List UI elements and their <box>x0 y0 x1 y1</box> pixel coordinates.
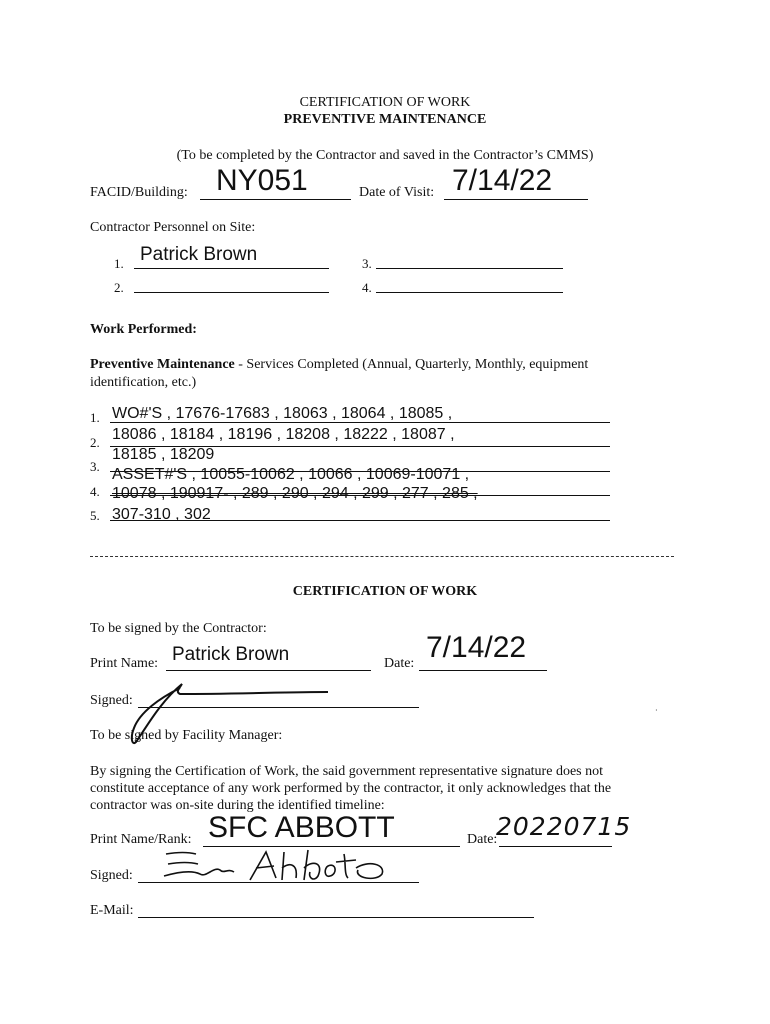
personnel-4-line[interactable] <box>376 292 563 293</box>
facility-manager-label: To be signed by Facility Manager: <box>90 728 283 743</box>
contractor-sign-label: To be signed by the Contractor: <box>90 621 267 636</box>
section-divider <box>90 556 674 557</box>
form-title: CERTIFICATION OF WORK <box>299 95 471 110</box>
fm-date-value[interactable]: 20220715 <box>496 812 632 841</box>
work-text-line-6[interactable]: 307-310 , 302 <box>112 506 211 523</box>
fm-date-label: Date: <box>467 832 498 847</box>
form-instruction: (To be completed by the Contractor and saved in the Contractor’s CMMS) <box>176 148 594 163</box>
form-subtitle: PREVENTIVE MAINTENANCE <box>283 112 487 127</box>
personnel-1-line <box>134 268 329 269</box>
work-number-1: 1. <box>90 410 100 425</box>
personnel-1-value[interactable]: Patrick Brown <box>140 244 258 265</box>
contractor-date-value[interactable]: 7/14/22 <box>426 631 527 664</box>
disclaimer-line-1: By signing the Certification of Work, the said government representative signature does not <box>90 764 603 779</box>
facid-label: FACID/Building: <box>90 185 188 200</box>
work-number-2: 2. <box>90 435 100 450</box>
disclaimer-line-2: constitute acceptance of any work performed by the contractor, it only acknowledges that the <box>90 781 612 796</box>
work-text-line-3[interactable]: 18185 , 18209 <box>112 446 215 463</box>
work-number-4: 4. <box>90 484 100 499</box>
work-number-5: 5. <box>90 508 100 523</box>
work-performed-heading: Work Performed: <box>90 322 197 337</box>
facid-field-line <box>200 199 351 200</box>
stray-mark: · <box>655 706 658 715</box>
work-text-line-5[interactable]: 10078 , 190917- , 289 , 290 , 294 , 299 , 277 , 285 , <box>112 485 478 502</box>
work-number-3: 3. <box>90 459 100 474</box>
rank-value[interactable]: SFC ABBOTT <box>208 811 395 844</box>
work-text-line-4[interactable]: ASSET#'S , 10055-10062 , 10066 , 10069-10071 , <box>112 466 470 483</box>
pm-description-rest: - Services Completed (Annual, Quarterly, Monthly, equipment <box>234 357 589 372</box>
visit-date-field-line <box>444 199 588 200</box>
personnel-number-1: 1. <box>114 256 124 271</box>
personnel-label: Contractor Personnel on Site: <box>90 220 256 235</box>
print-name-value[interactable]: Patrick Brown <box>172 644 290 665</box>
rank-label: Print Name/Rank: <box>90 832 192 847</box>
email-line[interactable] <box>138 917 534 918</box>
pm-description <box>90 357 588 373</box>
certification-heading: CERTIFICATION OF WORK <box>292 584 478 599</box>
contractor-signed-label: Signed: <box>90 693 133 708</box>
work-text-line-1[interactable]: WO#'S , 17676-17683 , 18063 , 18064 , 18085 , <box>112 405 453 422</box>
email-label: E-Mail: <box>90 903 134 918</box>
fm-date-line <box>499 846 612 847</box>
personnel-number-4: 4. <box>362 280 372 295</box>
print-name-label: Print Name: <box>90 656 159 671</box>
print-name-line <box>166 670 371 671</box>
visit-date-label: Date of Visit: <box>359 185 435 200</box>
personnel-number-3: 3. <box>362 256 372 271</box>
pm-description-bold: Preventive Maintenance <box>90 357 235 372</box>
facid-value[interactable]: NY051 <box>216 164 308 197</box>
contractor-date-line <box>419 670 547 671</box>
work-text-line-2[interactable]: 18086 , 18184 , 18196 , 18208 , 18222 , 18087 , <box>112 426 455 443</box>
visit-date-value[interactable]: 7/14/22 <box>452 164 553 197</box>
personnel-number-2: 2. <box>114 280 124 295</box>
personnel-2-line[interactable] <box>134 292 329 293</box>
personnel-3-line[interactable] <box>376 268 563 269</box>
disclaimer-line-3: contractor was on-site during the identified timeline: <box>90 798 385 813</box>
fm-signed-label: Signed: <box>90 868 133 883</box>
fm-signature <box>158 844 398 886</box>
pm-description-line2: identification, etc.) <box>90 375 197 390</box>
contractor-date-label: Date: <box>384 656 415 671</box>
